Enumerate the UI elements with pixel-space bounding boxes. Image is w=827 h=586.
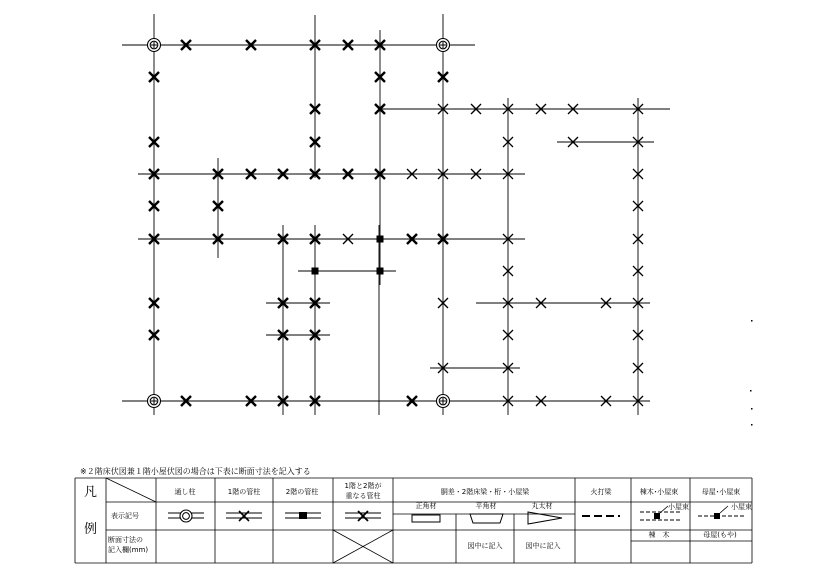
- row-header-symbol: 表示記号: [111, 512, 139, 520]
- legend-title-char-2: 例: [84, 522, 98, 537]
- round-dim-entry: 図中に記入: [525, 542, 561, 550]
- col-purlin-strut: 母屋･小屋束: [701, 488, 741, 496]
- legend-overlap-pillar-symbol: [345, 511, 381, 521]
- dot-mark: [751, 424, 753, 426]
- through-pillar-mark: [148, 395, 161, 408]
- ridge-dim-entry: 棟 木: [648, 531, 670, 539]
- legend-title-char-1: 凡: [84, 485, 98, 500]
- legend-f2-pillar-symbol: [285, 512, 321, 519]
- col-f2-pillar: 2階の管柱: [285, 488, 319, 496]
- legend-through-pillar-symbol: [168, 510, 204, 522]
- overlap-pillar-mark: [377, 236, 384, 243]
- through-pillar-mark: [148, 39, 161, 52]
- through-pillar-mark: [437, 39, 450, 52]
- flat-dim-entry: 図中に記入: [467, 542, 503, 550]
- dot-mark: [750, 390, 752, 392]
- col-through-pillar: 通し柱: [174, 488, 196, 496]
- purlin-dim-entry: 母屋(もや): [703, 531, 737, 539]
- dot-mark: [751, 408, 753, 410]
- row-header-dimension-2: 記入欄(mm): [108, 546, 149, 554]
- col-overlap-1: 1階と2階が: [344, 482, 382, 490]
- row-header-dimension-1: 断面寸法の: [108, 536, 143, 544]
- col-overlap-2: 重なる管柱: [345, 492, 381, 500]
- col-beams: 胴差・2階床梁・桁・小屋梁: [440, 488, 530, 496]
- col-f1-pillar: 1階の管柱: [227, 488, 261, 496]
- label-strut-a: 小屋束: [668, 503, 689, 511]
- overlap-pillar-mark: [377, 268, 384, 275]
- label-round: 丸太材: [531, 502, 553, 510]
- table-line: [106, 478, 156, 502]
- pillar-marks: [148, 39, 753, 426]
- col-ridge-strut: 棟木･小屋束: [639, 488, 679, 496]
- overlap-pillar-mark: [312, 268, 319, 275]
- through-pillar-mark: [437, 395, 450, 408]
- legend-f1-pillar-symbol: [226, 511, 262, 521]
- note-text: ※２階床伏図兼１階小屋伏図の場合は下表に断面寸法を記入する: [80, 467, 311, 476]
- beam-lines: [122, 14, 670, 415]
- label-flat: 平角材: [475, 502, 497, 510]
- label-square: 正角材: [415, 502, 437, 510]
- col-fire-beam: 火打梁: [590, 488, 612, 496]
- dot-mark: [751, 320, 753, 322]
- label-strut-b: 小屋束: [731, 503, 752, 511]
- legend-flat-timber-symbol: [470, 514, 503, 523]
- legend-square-timber-symbol: [412, 515, 440, 522]
